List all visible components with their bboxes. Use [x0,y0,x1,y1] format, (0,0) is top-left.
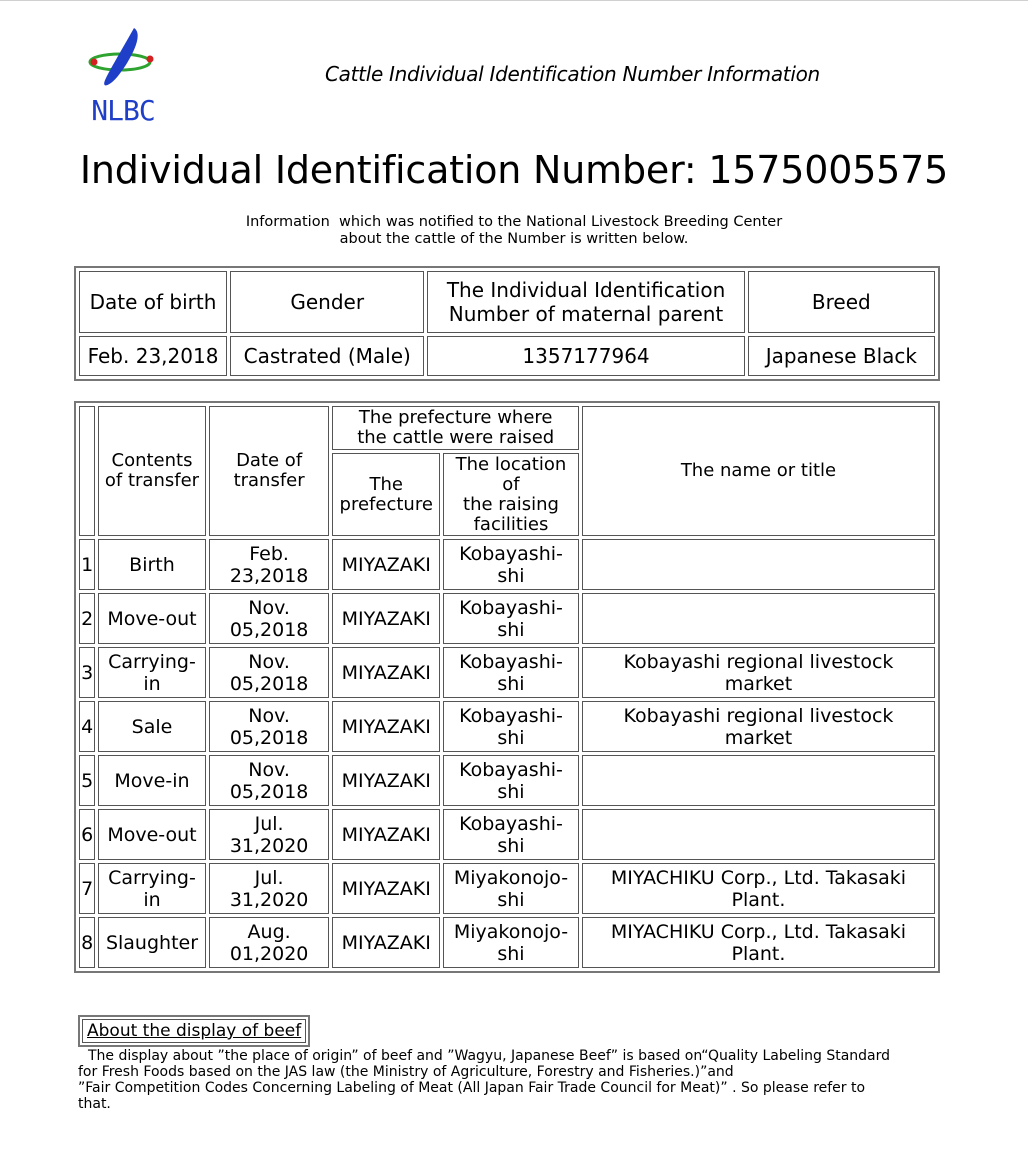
top-divider [0,0,1028,1]
header-line: Number of maternal parent [448,302,724,326]
row-name [582,593,935,644]
cell-line: Sale [131,715,173,738]
row-prefecture: MIYAZAKI [332,809,440,860]
cell-line: MIYACHIKU Corp., Ltd. Takasaki [610,920,907,943]
row-contents [98,539,206,590]
value-maternal-parent: 1357177964 [427,336,744,376]
cell-line: Kobayashi regional livestock [623,650,894,673]
cell-line: Plant. [731,942,786,965]
row-contents [98,863,206,914]
header-date-of-birth: Date of birth [79,271,227,333]
row-name [582,539,935,590]
header-line: the raising [463,493,559,515]
row-prefecture: MIYAZAKI [332,917,440,968]
page-title [0,148,1028,192]
cell-line: Aug. [247,920,291,943]
cell-line: shi [497,834,525,857]
row-number: 1 [79,539,95,590]
header-line: facilities [473,513,549,535]
notice-line: for Fresh Foods based on the JAS law (the Ministry of Agriculture, Forestry and Fisheries.)”and [78,1064,734,1080]
header-line: The [369,473,403,495]
row-contents [98,593,206,644]
cell-line: Plant. [731,888,786,911]
row-location [443,863,579,914]
row-date [209,593,330,644]
header-line: Date of [236,450,303,471]
id-number: 1575005575 [708,148,949,192]
row-name [582,809,935,860]
row-contents [98,917,206,968]
row-name [582,863,935,914]
row-number: 5 [79,755,95,806]
summary-value-row [79,336,935,376]
cell-line: Move-in [114,769,190,792]
cell-line: in [143,888,161,911]
table-row [79,539,935,590]
table-row [79,755,935,806]
cell-line: Birth [129,553,175,576]
transfer-header-row [79,406,935,450]
title-colon: : [683,148,709,192]
cell-line: Slaughter [105,931,199,954]
header-breed: Breed [748,271,935,333]
cell-line: Miyakonojo- [453,866,569,889]
page-heading: Cattle Individual Identification Number Information [325,62,820,86]
cell-line: 23,2018 [229,564,309,587]
table-row [79,809,935,860]
cell-line: in [143,672,161,695]
row-location [443,701,579,752]
row-name [582,701,935,752]
cell-line: Kobayashi- [459,650,563,673]
summary-header-row [79,271,935,333]
intro-line: Information which was notified to the National Livestock Breeding Center [245,214,783,230]
cell-line: Kobayashi- [459,812,563,835]
row-number: 6 [79,809,95,860]
row-prefecture: MIYAZAKI [332,863,440,914]
cell-line: MIYACHIKU Corp., Ltd. Takasaki [610,866,907,889]
row-date [209,539,330,590]
summary-table [74,266,940,381]
labeling-notice [78,1048,948,1112]
row-prefecture: MIYAZAKI [332,647,440,698]
header-line: Contents [111,450,193,471]
cell-line: 01,2020 [229,942,309,965]
header-gender: Gender [230,271,424,333]
cell-line: shi [497,564,525,587]
title-label: Individual Identification Number [79,148,684,192]
cell-line: shi [497,726,525,749]
row-date [209,647,330,698]
header-line: The location [455,453,567,475]
row-number: 3 [79,647,95,698]
header-line: transfer [233,470,305,491]
row-prefecture: MIYAZAKI [332,593,440,644]
about-display-link-box[interactable] [78,1015,310,1047]
header-line: of transfer [104,470,200,491]
table-row [79,593,935,644]
row-number: 4 [79,701,95,752]
row-location [443,809,579,860]
header-line: The prefecture where [358,407,553,429]
row-contents [98,647,206,698]
notice-line: that. [78,1096,111,1112]
row-number: 7 [79,863,95,914]
row-location [443,647,579,698]
logo-emblem-icon [82,26,164,96]
cell-line: Carrying- [108,866,196,889]
row-prefecture: MIYAZAKI [332,701,440,752]
header-line: the cattle were raised [357,427,555,449]
notice-line: The display about ”the place of origin” of beef and ”Wagyu, Japanese Beef” is based on“Quality Labeling Standard [88,1048,891,1064]
row-prefecture: MIYAZAKI [332,539,440,590]
intro-line: about the cattle of the Number is written below. [339,231,689,247]
cell-line: Kobayashi- [459,704,563,727]
cell-line: Feb. [249,542,289,565]
transfer-table [74,401,940,973]
row-date [209,917,330,968]
row-name [582,755,935,806]
row-date [209,809,330,860]
logo-text: NLBC [91,94,155,127]
cell-line: 05,2018 [229,672,309,695]
cell-line: 05,2018 [229,618,309,641]
row-contents [98,701,206,752]
table-row [79,863,935,914]
cell-line: shi [497,672,525,695]
cell-line: Nov. [248,758,290,781]
cell-line: Kobayashi- [459,758,563,781]
header-name: The name or title [582,406,935,536]
cell-line: shi [497,942,525,965]
table-row [79,917,935,968]
row-number: 8 [79,917,95,968]
cell-line: shi [497,780,525,803]
header-contents [98,406,206,536]
intro-text [0,214,1028,248]
value-breed: Japanese Black [748,336,935,376]
about-display-link[interactable]: About the display of beef [82,1019,306,1043]
cell-line: 05,2018 [229,726,309,749]
row-date [209,755,330,806]
header-line: prefecture [339,493,433,515]
cell-line: Move-out [107,823,197,846]
notice-line: ”Fair Competition Codes Concerning Labeling of Meat (All Japan Fair Trade Council for Meat)” . So please refer to [78,1080,866,1096]
header-prefecture-group [332,406,578,450]
header-maternal-parent [427,271,744,333]
row-number: 2 [79,593,95,644]
row-location [443,917,579,968]
value-date-of-birth: Feb. 23,2018 [79,336,227,376]
row-date [209,863,330,914]
cell-line: Nov. [248,650,290,673]
cell-line: Nov. [248,704,290,727]
table-row [79,701,935,752]
header-location [443,453,579,536]
cell-line: 31,2020 [229,834,309,857]
cell-line: 05,2018 [229,780,309,803]
row-location [443,539,579,590]
cell-line: shi [497,888,525,911]
value-gender: Castrated (Male) [230,336,424,376]
cell-line: market [724,672,793,695]
cell-line: Jul. [254,866,284,889]
header-date [209,406,330,536]
row-location [443,593,579,644]
cell-line: Kobayashi- [459,596,563,619]
cell-line: Miyakonojo- [453,920,569,943]
header-line: of [502,473,520,495]
cell-line: market [724,726,793,749]
cell-line: Kobayashi regional livestock [623,704,894,727]
cell-line: 31,2020 [229,888,309,911]
row-date [209,701,330,752]
cell-line: shi [497,618,525,641]
table-row [79,647,935,698]
header-line: The Individual Identification [446,278,726,302]
header-number [79,406,95,536]
row-location [443,755,579,806]
cell-line: Nov. [248,596,290,619]
row-contents [98,809,206,860]
cell-line: Jul. [254,812,284,835]
row-contents [98,755,206,806]
header-prefecture [332,453,440,536]
row-name [582,917,935,968]
nlbc-logo [82,26,164,126]
cell-line: Kobayashi- [459,542,563,565]
row-prefecture: MIYAZAKI [332,755,440,806]
row-name [582,647,935,698]
cell-line: Carrying- [108,650,196,673]
cell-line: Move-out [107,607,197,630]
